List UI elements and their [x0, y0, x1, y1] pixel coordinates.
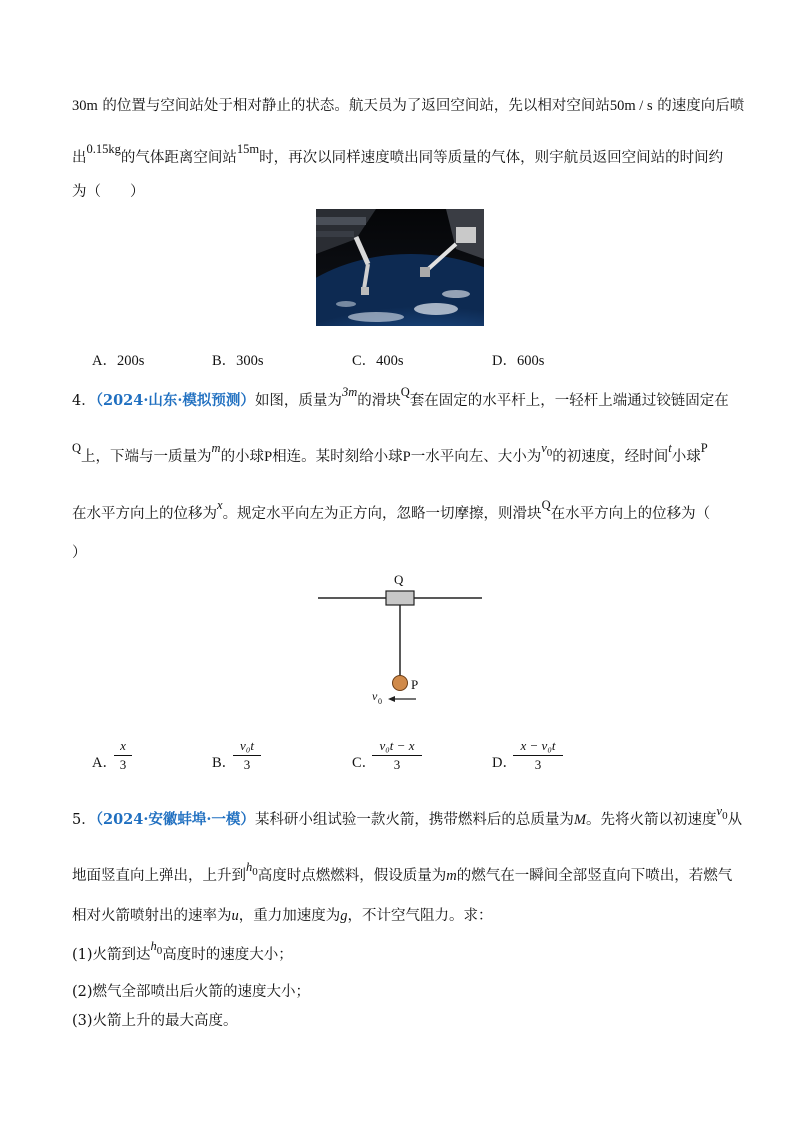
- q5-subquestion-2: (2)燃气全部喷出后火箭的速度大小；: [72, 984, 311, 1000]
- q4-option-a-fraction: x 3: [114, 738, 132, 773]
- q4-option-d-fraction: x − v₀t 3: [513, 738, 563, 773]
- arrow-head: [388, 696, 395, 702]
- q5-subquestion-1: (1)火箭到达$h^0$高度时的速度大小；: [72, 939, 293, 963]
- slider-q: [386, 591, 414, 605]
- question-source: （2024·山东·模拟预测）: [95, 392, 255, 409]
- q3-line-2: 出0.15kg的气体距离空间站15m时，再次以同样速度喷出同等质量的气体，则宇航员返回空间站的时间约: [72, 142, 724, 166]
- question-number: 4．: [72, 393, 96, 409]
- q3-line-3: 为（ ）: [72, 184, 145, 200]
- space-station-image: [316, 209, 484, 326]
- q4-option-b-fraction: v₀t 3: [233, 738, 261, 773]
- question-source: （2024·安徽蚌埠·一模）: [95, 811, 255, 828]
- q4-option-a-label: A．: [92, 755, 117, 771]
- q4-line-4: ）: [72, 545, 87, 561]
- label-v-sub: 0: [378, 697, 382, 706]
- q4-option-c-label: C．: [352, 755, 377, 771]
- q4-line-3: 在水平方向上的位移为x。规定水平向左为正方向，忽略一切摩擦，则滑块Q在水平方向上的位移为（: [72, 498, 711, 522]
- q5-subquestion-3: (3)火箭上升的最大高度。: [72, 1013, 238, 1029]
- q3-option-a: A．200s: [92, 353, 145, 369]
- label-v: v: [372, 689, 378, 703]
- q4-option-b-label: B．: [212, 755, 237, 771]
- q3-option-c: C．400s: [352, 353, 404, 369]
- space-station-photo: [316, 209, 484, 326]
- q3-line-1: 30m 的位置与空间站处于相对静止的状态。航天员为了返回空间站，先以相对空间站50m / s 的速度向后喷: [72, 98, 745, 114]
- label-q: Q: [394, 572, 404, 587]
- slider-ball-figure: [310, 568, 500, 713]
- q3-option-b: B．300s: [212, 353, 264, 369]
- q5-line-3: 相对火箭喷射出的速率为u，重力加速度为g，不计空气阻力。求：: [72, 908, 493, 924]
- q4-option-d-label: D．: [492, 755, 517, 771]
- q3-option-d: D．600s: [492, 353, 545, 369]
- question-number: 5．: [72, 812, 96, 828]
- q5-line-1: 5．（2024·安徽蚌埠·一模）某科研小组试验一款火箭，携带燃料后的总质量为M。先将火箭以初速度$v^0$从: [72, 804, 743, 828]
- ball-p: [393, 676, 408, 691]
- label-p: P: [411, 677, 419, 692]
- q4-option-c-fraction: v₀t − x 3: [372, 738, 422, 773]
- q4-line-1: 4．（2024·山东·模拟预测）如图，质量为3m的滑块Q套在固定的水平杆上，一轻杆上端通过铰链固定在: [72, 385, 729, 409]
- q5-line-2: 地面竖直向上弹出，上升到$h^0$高度时点燃燃料，假设质量为m的燃气在一瞬间全部竖直向下喷出，若燃气: [72, 860, 733, 884]
- q4-line-2: Q上，下端与一质量为m的小球P相连。某时刻给小球P一水平向左、大小为$v^0$的初速度，经时间t小球P: [72, 441, 708, 465]
